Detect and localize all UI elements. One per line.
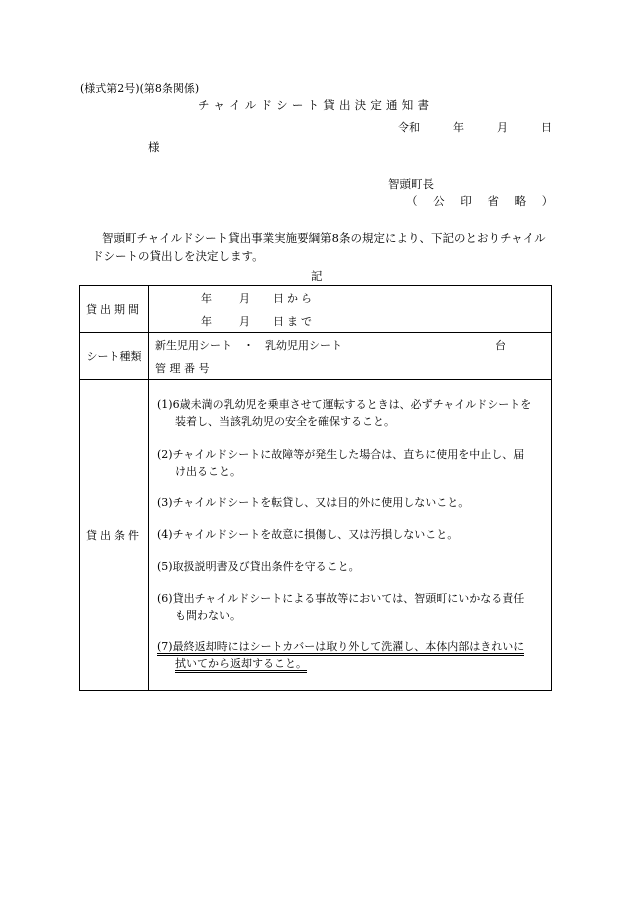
condition-6-line-2: も問わない。 xyxy=(175,609,241,622)
ki-heading: 記 xyxy=(311,269,323,283)
period-to-year: 年 xyxy=(201,315,212,328)
form-number: (様式第2号)(第8条関係) xyxy=(80,82,200,95)
condition-7-line-1 xyxy=(157,638,549,655)
body-line-2: ドシートの貸出しを決定します。 xyxy=(92,249,264,263)
condition-1-line-2: 装着し、当該乳幼児の安全を確保すること。 xyxy=(175,415,395,428)
document-title: チャイルドシート貸出決定通知書 xyxy=(198,98,434,112)
condition-6 xyxy=(157,590,549,624)
date-era: 令和 xyxy=(398,121,420,134)
condition-7 xyxy=(157,638,549,672)
type-options: 新生児用シート ・ 乳幼児用シート xyxy=(155,339,342,352)
condition-7-line-1-text: (7)最終返却時にはシートカバーは取り外して洗濯し、本体内部はきれいに xyxy=(157,640,524,656)
condition-7-line-2-text: 拭いてから返却すること。 xyxy=(175,657,307,673)
period-to-day: 日まで xyxy=(273,315,315,328)
recipient-suffix: 様 xyxy=(148,140,160,154)
seal-note: （ 公 印 省 略 ） xyxy=(406,194,560,208)
condition-7-line-2 xyxy=(157,655,549,672)
period-label: 貸出期間 xyxy=(80,286,149,333)
condition-5 xyxy=(157,558,549,575)
conditions-label: 貸出条件 xyxy=(80,380,149,691)
body-line-1: 智頭町チャイルドシート貸出事業実施要綱第8条の規定により、下記のとおりチャイル xyxy=(102,231,546,245)
condition-3-line-1: (3)チャイルドシートを転貸し、又は目的外に使用しないこと。 xyxy=(157,496,470,509)
loan-details-table xyxy=(79,285,552,691)
date-day: 日 xyxy=(541,121,552,134)
period-from-month: 月 xyxy=(239,292,250,305)
condition-1-line-1: (1)6歳未満の乳幼児を乗車させて運転するときは、必ずチャイルドシートを xyxy=(157,398,532,411)
condition-2 xyxy=(157,446,549,480)
condition-3 xyxy=(157,494,549,511)
period-cell xyxy=(149,286,552,333)
period-from-day: 日から xyxy=(273,292,315,305)
management-number: 管 理 番 号 xyxy=(155,362,210,375)
issuer: 智頭町長 xyxy=(388,177,434,191)
type-label: シート種類 xyxy=(80,333,149,380)
type-unit: 台 xyxy=(495,339,506,352)
condition-6-line-1: (6)貸出チャイルドシートによる事故等においては、智頭町にいかなる責任 xyxy=(157,592,525,605)
period-from-year: 年 xyxy=(201,292,212,305)
type-cell xyxy=(149,333,552,380)
conditions-cell xyxy=(149,380,552,691)
condition-4 xyxy=(157,526,549,543)
date-year: 年 xyxy=(453,121,464,134)
condition-2-line-2: け出ること。 xyxy=(175,465,241,478)
condition-5-line-1: (5)取扱説明書及び貸出条件を守ること。 xyxy=(157,560,360,573)
issue-date xyxy=(398,119,552,135)
period-to-month: 月 xyxy=(239,315,250,328)
date-month: 月 xyxy=(497,121,508,134)
condition-2-line-1: (2)チャイルドシートに故障等が発生した場合は、直ちに使用を中止し、届 xyxy=(157,448,525,461)
condition-4-line-1: (4)チャイルドシートを故意に損傷し、又は汚損しないこと。 xyxy=(157,528,459,541)
condition-1 xyxy=(157,396,549,430)
